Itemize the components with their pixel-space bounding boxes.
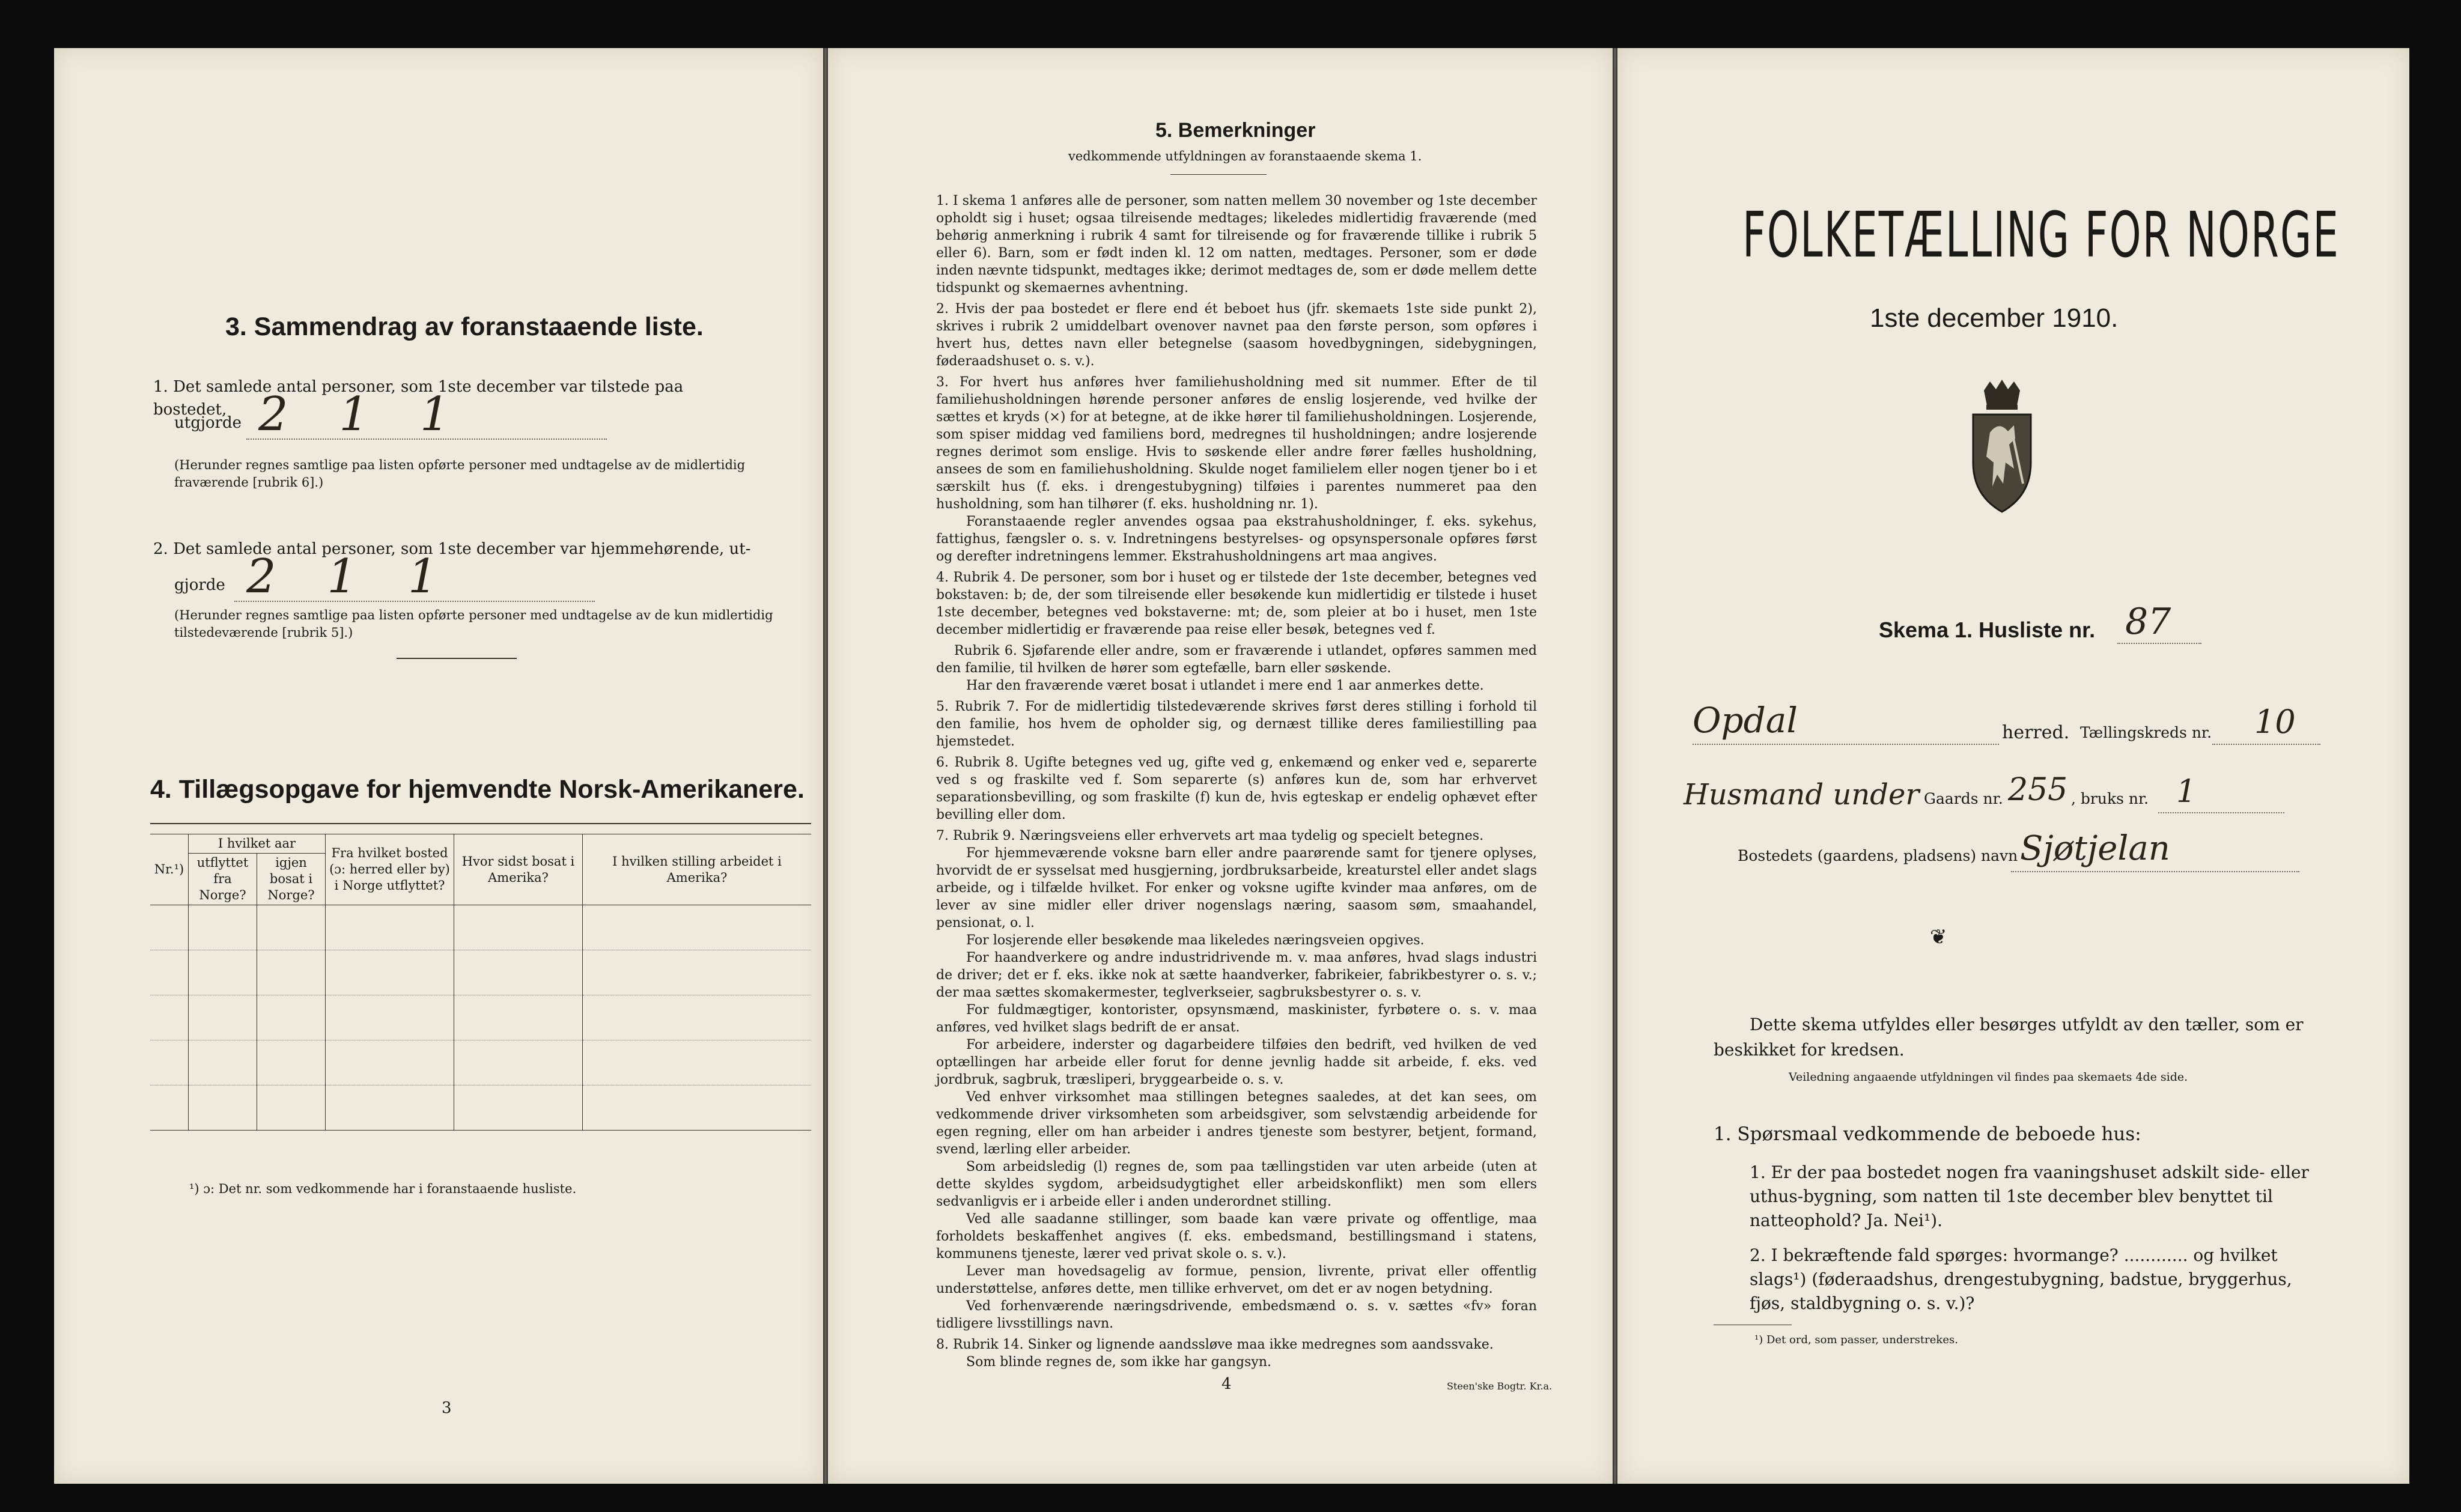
col-returned: igjen bosat i Norge? — [257, 854, 326, 905]
gaard-number: 255 — [2008, 772, 2068, 808]
summary-item-1: 1. Det samlede antal personer, som 1ste december var tilstede paa bostedet, — [153, 378, 684, 419]
remark-paragraph: Har den fraværende været bosat i utlandet i mere end 1 aar anmerkes dette. — [966, 678, 1484, 693]
remark-paragraph: Foranstaaende regler anvendes ogsaa paa ekstrahusholdninger, f. eks. sykehus, fattighus, fængsler o. s. v. Indretningens bestyrelses- og opsynspersonale opføres først og derefter indretningens lemmer. Ekstrahusholdningens art maa angives. — [936, 514, 1537, 564]
remark-paragraph: For hjemmeværende voksne barn eller andre paarørende samt for tjenere oplyses, hvorvidt de er sysselsat med husgjerning, jordbruksarbeide, kreaturstel eller andet slags arbeide, og i tilfælde hvilket. For enker og voksne ugifte kvinder maa anføres, om de lever av sine midler eller driver nogenslags næring, saasom søm, smaahandel, pensionat, o. l. — [936, 846, 1537, 931]
page-fold — [823, 48, 828, 1484]
census-date: 1ste december 1910. — [1870, 303, 2119, 333]
dotted-line — [2011, 871, 2299, 872]
bruk-number: 1 — [2176, 774, 2197, 810]
herred-value: Opdal — [1693, 700, 1798, 741]
bosted-value: Sjøtjelan — [2020, 829, 2170, 868]
kreds-value: 10 — [2254, 703, 2296, 741]
dotted-line — [2212, 744, 2320, 745]
page-number: 3 — [442, 1399, 452, 1417]
table-row — [150, 905, 811, 950]
col-year-group: I hvilket aar — [189, 834, 326, 854]
remarks-subtitle: vedkommende utfyldningen av foranstaaende skema 1. — [1068, 149, 1422, 163]
col-emigrated: utflyttet fra Norge? — [189, 854, 257, 905]
question-2: 2. I bekræftende fald spørges: hvormange? ............ og hvilket slags¹) (føderaadshus, drengestubygning, badstue, bryggerhus, fjøs, staldbygning o. s. v.)? — [1750, 1245, 2292, 1313]
gaard-prefix-value: Husmand under — [1684, 778, 1920, 812]
divider — [1170, 174, 1267, 175]
col-occupation: I hvilken stilling arbeidet i Amerika? — [583, 834, 812, 905]
remarks-title: 5. Bemerkninger — [1155, 119, 1316, 142]
footnote: ¹) Det ord, som passer, understrekes. — [1754, 1334, 1958, 1346]
remark-paragraph: 1. I skema 1 anføres alle de personer, som natten mellem 30 november og 1ste december opholdt sig i huset; ogsaa tilreisende medtages; likeledes midlertidig fraværende (med behørig anmerkning i rubrik 4 samt for tilreisende og for fraværende tillike i rubrik 5 eller 6). Barn, som er født inden kl. 12 om natten, medtages. Personer, som er døde inden nævnte tidspunkt, medtages ikke; derimot medtages de, som er døde mellem dette tidspunkt og skemaernes avhentning. — [936, 193, 1537, 296]
summary-item-1-note: (Herunder regnes samtlige paa listen opførte personer med undtagelse av de midlertidig fraværende [rubrik 6].) — [174, 458, 746, 490]
remark-paragraph: 6. Rubrik 8. Ugifte betegnes ved ug, gifte ved g, enkemænd og enker ved e, separerte ved s og fraskilte ved f. Som separerte (s) anføres kun de, som har erhvervet separationsbevilling, og som fraskilte (f) kun de, hvis egteskap er endelig ophævet efter bevilling eller dom. — [936, 755, 1537, 822]
remark-paragraph: Rubrik 6. Sjøfarende eller andre, som er fraværende i utlandet, opføres sammen med den familie, til hvilken de hører som egtefælle, barn eller søskende. — [936, 643, 1537, 676]
dotted-line — [246, 439, 607, 440]
main-title: FOLKETÆLLING FOR NORGE — [1742, 198, 2340, 272]
guide-text: Veiledning angaaende utfyldningen vil findes paa skemaets 4de side. — [1789, 1070, 2188, 1084]
remark-paragraph: 4. Rubrik 4. De personer, som bor i huset og er tilstede der 1ste december, betegnes ved bokstaven: b; de, der som tilreisende eller besøkende kun midlertidig er tilstede i huset 1ste december, betegnes ved bokstaverne: mt; de, som pleier at bo i huset, men 1ste december midlertidig er fraværende paa reise eller besøk, betegnes ved f. — [936, 570, 1537, 637]
section-4-title: 4. Tillægsopgave for hjemvendte Norsk-Amerikanere. — [150, 775, 805, 804]
summary-item-1-value: 2 1 1 — [258, 387, 468, 442]
norsk-amerikanere-table — [150, 834, 811, 1131]
summary-item-2: 2. Det samlede antal personer, som 1ste december var hjemmehørende, ut- — [153, 540, 751, 558]
summary-item-2-value: 2 1 1 — [246, 550, 456, 604]
schema-label: Skema 1. Husliste nr. — [1879, 618, 2096, 642]
question-1: 1. Er der paa bostedet nogen fra vaaningshuset adskilt side- eller uthus-bygning, som natten til 1ste december blev benyttet til natteophold? Ja. Nei¹). — [1750, 1162, 2309, 1230]
questions-title: 1. Spørsmaal vedkommende de beboede hus: — [1714, 1123, 2141, 1145]
remark-paragraph: Som arbeidsledig (l) regnes de, som paa tællingstiden var uten arbeide (uten at dette skyldes sygdom, arbeidsudygtighet eller arbeidskonflikt) men som ellers sedvanligvis er i arbeide eller i anden underordnet stilling. — [936, 1159, 1537, 1209]
table-row — [150, 1040, 811, 1085]
bruk-label: , bruks nr. — [2071, 790, 2149, 807]
printer-imprint: Steen'ske Bogtr. Kr.a. — [1447, 1380, 1553, 1392]
remark-paragraph: For losjerende eller besøkende maa likeledes næringsveien opgives. — [966, 933, 1425, 948]
col-from-place: Fra hvilket bosted (ɔ: herred eller by) i Norge utflyttet? — [326, 834, 454, 905]
herred-label: herred. — [2002, 722, 2070, 743]
dotted-line — [234, 601, 595, 602]
remarks-body — [936, 192, 1537, 1371]
summary-item-2-note: (Herunder regnes samtlige paa listen opførte personer med undtagelse av de kun midlertidig tilstedeværende [rubrik 5].) — [174, 608, 773, 640]
page-fold — [1613, 48, 1617, 1484]
remark-paragraph: Lever man hovedsagelig av formue, pension, livrente, privat eller offentlig understøttelse, anføres dette, men tillike erhvervet, om det er av nogen betydning. — [936, 1264, 1537, 1296]
remark-paragraph: For arbeidere, inderster og dagarbeidere tilføies den bedrift, ved hvilken de ved optællingen har arbeide eller forut for denne jevnlig hadde sit arbeide, f. eks. ved jordbruk, sagbruk, træsliperi, bryggearbeide o. s. v. — [936, 1037, 1537, 1087]
remark-paragraph: 2. Hvis der paa bostedet er flere end ét beboet hus (jfr. skemaets 1ste side punkt 2), skrives i rubrik 2 umiddelbart ovenover navnet paa den første person, som opføres i hvert hus, dettes navn eller betegnelse (saasom hovedbygningen, sidebygningen, føderaadshuset o. s. v.). — [936, 302, 1537, 369]
remark-paragraph: For fuldmægtiger, kontorister, opsynsmænd, maskinister, fyrbøtere o. s. v. maa anføres, ved hvilket slags bedrift de er ansat. — [936, 1003, 1537, 1035]
kreds-label: Tællingskreds nr. — [2080, 724, 2212, 741]
col-nr: Nr.¹) — [150, 834, 189, 905]
dotted-line — [2158, 812, 2284, 813]
page-number: 4 — [1221, 1375, 1232, 1393]
table-top-rule — [150, 823, 811, 824]
remark-paragraph: 3. For hvert hus anføres hver familiehusholdning med sit nummer. Efter de til familiehusholdningen hørende personer anføres de enslig losjerende, ved hvilke der sættes et kryds (×) for at betegne, at de ikke hører til familiehusholdningen. Losjerende, som spiser middag ved familiens bord, medregnes til husholdningen; andre losjerende regnes derimot som enslige. Hvis to søskende eller andre fører fælles husholdning, ansees de som en familiehusholdning. Skulde noget familielem eller nogen tjener bo i et særskilt hus (f. eks. i drengestubygning) tilføies i parentes nummeret paa den husholdning, som han tilhører (f. eks. husholdning nr. 1). — [936, 375, 1537, 512]
divider — [397, 658, 517, 659]
bosted-label: Bostedets (gaardens, pladsens) navn — [1738, 847, 2018, 864]
summary-item-2-prefix: gjorde — [174, 576, 225, 594]
remark-paragraph: Ved alle saadanne stillinger, som baade kan være private og offentlige, maa forholdets beskaffenhet angives (f. eks. embedsmand, bestillingsmand i statens, kommunens tjeneste, lærer ved privat skole o. s. v.). — [936, 1212, 1537, 1262]
info-text: Dette skema utfyldes eller besørges utfyldt av den tæller, som er beskikket for kredsen. — [1714, 1015, 2304, 1060]
summary-item-1-prefix: utgjorde — [174, 414, 242, 432]
page-4 — [828, 48, 1613, 1484]
remark-paragraph: Som blinde regnes de, som ikke har gangsyn. — [966, 1355, 1271, 1370]
remark-paragraph: For haandverkere og andre industridrivende m. v. maa anføres, hvad slags industri de driver; det er f. eks. ikke nok at sætte haandverker, fabrikeier, fabrikbestyrer o. s. v.; der maa sættes skomakermester, teglverkseier, sagbruksbestyrer o. s. v. — [936, 950, 1537, 1000]
remark-paragraph: 8. Rubrik 14. Sinker og lignende aandssløve maa ikke medregnes som aandssvake. — [936, 1337, 1494, 1352]
dotted-line — [1693, 744, 1999, 745]
ornament: ❦ — [1930, 925, 1947, 949]
table-row — [150, 1085, 811, 1131]
dotted-line — [2117, 643, 2201, 644]
coat-of-arms-icon — [1966, 378, 2038, 514]
table-row — [150, 995, 811, 1040]
table-row — [150, 950, 811, 995]
husliste-number: 87 — [2125, 601, 2171, 643]
page-3 — [54, 48, 823, 1484]
table-footnote: ¹) ɔ: Det nr. som vedkommende har i foranstaaende husliste. — [189, 1182, 577, 1196]
title-page — [1617, 48, 2409, 1484]
remark-paragraph: Ved forhenværende næringsdrivende, embedsmænd o. s. v. sættes «fv» foran tidligere livsstillings navn. — [936, 1299, 1537, 1331]
section-3-title: 3. Sammendrag av foranstaaende liste. — [225, 312, 704, 341]
gaard-label: Gaards nr. — [1924, 790, 2003, 807]
remark-paragraph: 5. Rubrik 7. For de midlertidig tilstedeværende skrives først deres stilling i forhold til den familie, hos hvem de opholder sig, og dernæst tillike deres familiestilling paa hjemstedet. — [936, 699, 1537, 749]
remark-paragraph: Ved enhver virksomhet maa stillingen betegnes saaledes, at det kan sees, om vedkommende driver virksomheten som arbeidsgiver, som selvstændig arbeidende for egen regning, eller om han arbeider i andres tjeneste som bestyrer, betjent, formand, svend, lærling eller arbeider. — [936, 1090, 1537, 1157]
col-last-place: Hvor sidst bosat i Amerika? — [454, 834, 583, 905]
remark-paragraph: 7. Rubrik 9. Næringsveiens eller erhvervets art maa tydelig og specielt betegnes. — [936, 828, 1484, 843]
